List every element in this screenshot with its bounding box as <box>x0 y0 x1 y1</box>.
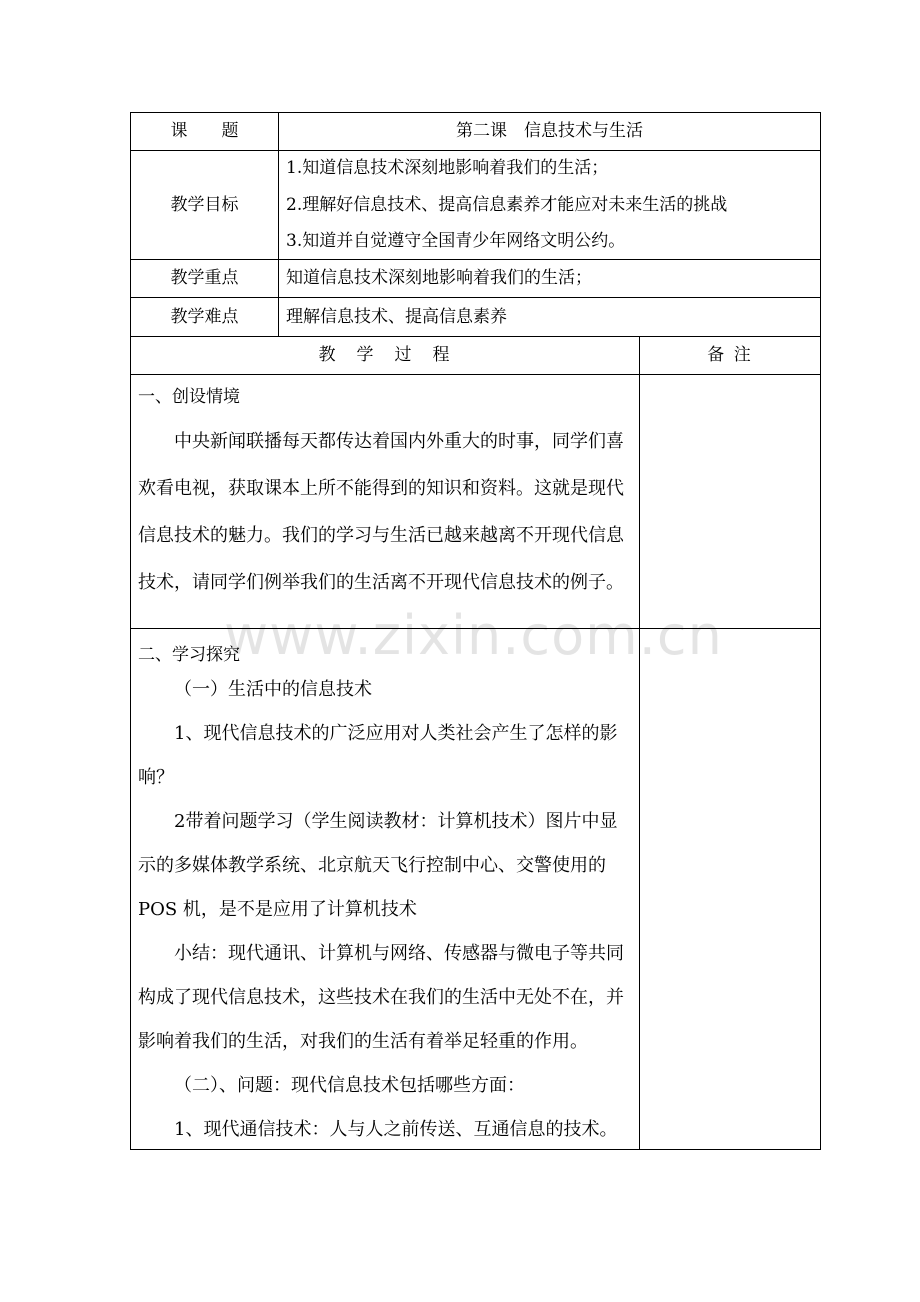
topic-label: 课 题 <box>170 121 239 141</box>
paragraph-line: 技术，请同学们例举我们的生活离不开现代信息技术的例子。 <box>138 572 624 593</box>
row-divider <box>130 259 821 260</box>
key-points-value: 知道信息技术深刻地影响着我们的生活； <box>286 268 592 288</box>
paragraph-line: 示的多媒体教学系统、北京航天飞行控制中心、交警使用的 <box>138 855 606 876</box>
subsection-heading: （二）、问题：现代信息技术包括哪些方面： <box>174 1075 525 1096</box>
goals-label: 教学目标 <box>170 195 239 215</box>
paragraph-line: 信息技术的魅力。我们的学习与生活已越来越离不开现代信息 <box>138 525 624 546</box>
paragraph-line: POS 机，是不是应用了计算机技术 <box>138 899 417 920</box>
notes-header: 备 注 <box>707 345 753 365</box>
key-points-label: 教学重点 <box>170 268 239 288</box>
difficulty-label: 教学难点 <box>170 307 239 327</box>
paragraph-line: 1、现代通信技术：人与人之前传送、互通信息的技术。 <box>174 1119 618 1140</box>
section-heading: 一、创设情境 <box>138 387 240 407</box>
row-divider <box>130 297 821 298</box>
section-body <box>138 418 636 606</box>
watermark: www.zixin.com.cn <box>224 604 723 667</box>
table-border-right <box>820 112 821 1150</box>
row-divider <box>130 336 821 337</box>
difficulty-value: 理解信息技术、提高信息素养 <box>286 307 507 327</box>
subsection-heading: （一）生活中的信息技术 <box>174 679 372 700</box>
paragraph-line: 影响着我们的生活，对我们的生活有着举足轻重的作用。 <box>138 1031 588 1052</box>
section-heading: 二、学习探究 <box>138 645 240 665</box>
row-divider <box>130 374 821 375</box>
goal-item: 3.知道并自觉遵守全国青少年网络文明公约。 <box>286 231 626 251</box>
paragraph-line: 响？ <box>138 767 174 788</box>
paragraph-line: 小结：现代通讯、计算机与网络、传感器与微电子等共同 <box>174 943 624 964</box>
label-column-divider <box>278 112 279 337</box>
paragraph-line: 构成了现代信息技术，这些技术在我们的生活中无处不在，并 <box>138 987 624 1008</box>
paragraph-line: 2带着问题学习（学生阅读教材：计算机技术）图片中显 <box>174 811 618 832</box>
row-divider <box>130 150 821 151</box>
topic-value: 第二课 信息技术与生活 <box>456 121 643 141</box>
goal-item: 2.理解好信息技术、提高信息素养才能应对未来生活的挑战 <box>286 195 728 215</box>
goal-item: 1.知道信息技术深刻地影响着我们的生活； <box>286 158 609 178</box>
table-border-top <box>130 112 821 113</box>
paragraph-line: 1、现代信息技术的广泛应用对人类社会产生了怎样的影 <box>174 723 618 744</box>
notes-column-divider <box>639 336 640 1150</box>
process-header: 教 学 过 程 <box>318 345 452 365</box>
section-body <box>138 668 636 1152</box>
paragraph-line: 中央新闻联播每天都传达着国内外重大的时事，同学们喜 <box>174 431 624 452</box>
paragraph-line: 欢看电视，获取课本上所不能得到的知识和资料。这就是现代 <box>138 478 624 499</box>
